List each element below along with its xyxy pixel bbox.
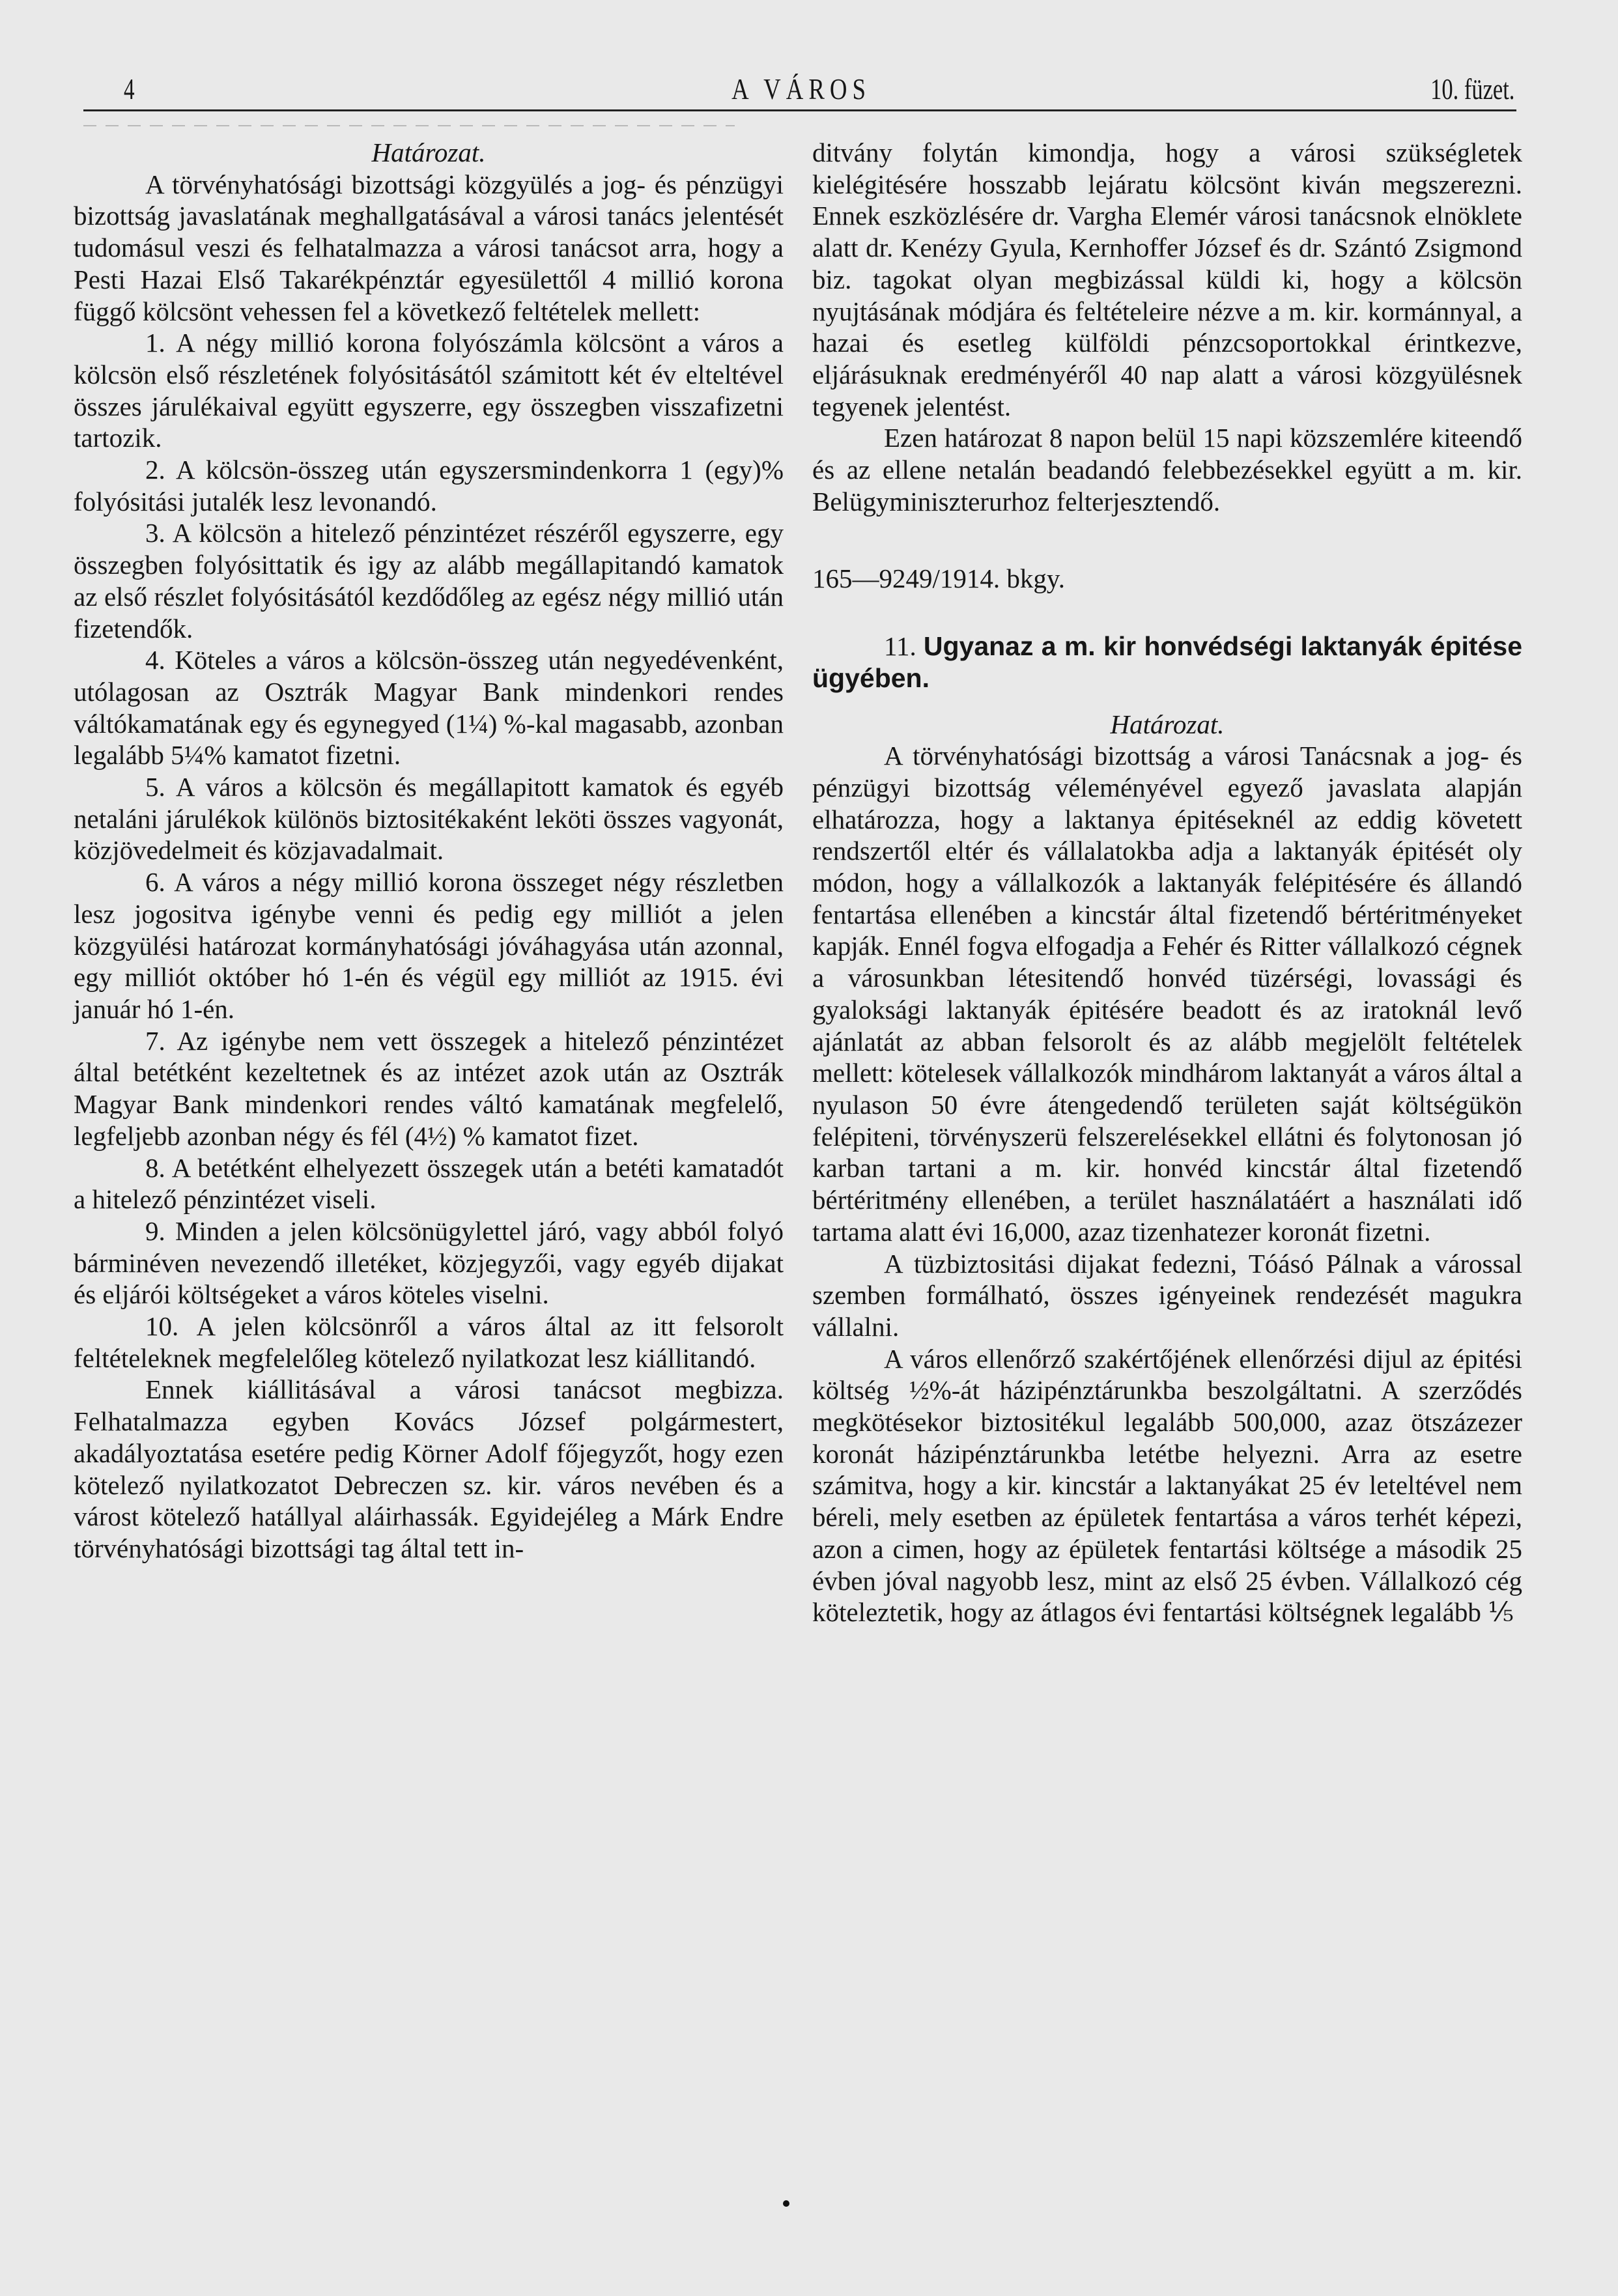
section-heading: Határozat.: [1110, 709, 1225, 739]
posting-note: Ezen határozat 8 napon belül 15 napi közszemlére kiteendő és az ellene netalán beadandó felebbezésekkel együtt a m. kir. Belügyminiszterurhoz felterjesztendő.: [812, 423, 1522, 517]
publication-title: A VÁROS: [731, 72, 871, 106]
section-number: 11.: [884, 631, 916, 662]
page-header: [81, 72, 1521, 111]
paragraph: Ennek kiállitásával a városi tanácsot megbizza. Felhatalmazza egyben Kovács József polgármestert, akadályoztatása esetére pedig Körner Adolf főjegyzőt, hogy ezen kötelező nyilatkozatot Debreczen sz. kir. város nevében és a várost kötelező hatállyal aláirhassák. Egyidejéleg a Márk Endre törvényhatósági bizottsági tag által tett in-: [74, 1374, 784, 1563]
paragraph: A tüzbiztositási dijakat fedezni, Tóásó Pálnak a várossal szemben formálható, összes igényeinek rendezését magukra vállalni.: [812, 1248, 1522, 1342]
paragraph: 3. A kölcsön a hitelező pénzintézet részéről egyszerre, egy összegben folyósittatik és igy az alább megállapitandó kamatok az első részlet folyósitásától kezdődőleg az egész négy millió után fizetendők.: [74, 518, 784, 644]
paragraph: 8. A betétként elhelyezett összegek után a betéti kamatadót a hitelező pénzintézet viseli.: [74, 1152, 784, 1215]
ink-speck: [783, 2200, 789, 2207]
paragraph: 10. A jelen kölcsönről a város által az itt felsorolt feltételeknek megfelelőleg kötelező nyilatkozat lesz kiállitandó.: [74, 1311, 784, 1373]
section-title-text: Ugyanaz a m. kir honvédségi laktanyák épitése ügyében.: [812, 631, 1522, 693]
paragraph: A törvényhatósági bizottság a városi Tanácsnak a jog- és pénzügyi bizottság véleményével egyező javaslata alapján elhatározza, hogy a laktanya épitéseknél az eddig követett rendszertől eltér és vállalatokba adja a laktanyák épitését oly módon, hogy a vállalkozók a laktanyák felépitésére és állandó fentartása ellenében a kincstár által fizetendő bértéritményeket kapják. Ennél fogva elfogadja a Fehér és Ritter vállalkozó cégnek a városunkban létesitendő honvéd tüzérségi, lovassági és gyaloksági laktanyák épitésére beadott és az iratoknál levő ajánlatát az abban felsorolt és az alább megjelölt feltételek mellett: kötelesek vállalkozók mindhárom laktanyát a város által a nyulason 50 évre átengedendő területen saját költségükön felépiteni, törvényszerü felszerelésekkel ellátni és folytonosan jó karban tartani a m. kir. honvéd kincstár által fizetendő bértéritmény ellenében, a terület használatáért a használati idő tartama alatt évi 16,000, azaz tizenhatezer koronát fizetni.: [812, 741, 1522, 1247]
page-number: 4: [124, 72, 135, 106]
header-rule: [83, 109, 1516, 111]
right-column: [812, 137, 1522, 1628]
paragraph: 4. Köteles a város a kölcsön-összeg után negyedévenként, utólagosan az Osztrák Magyar Bank mindenkori rendes váltókamatának egy és egynegyed (1¼) %-kal magasabb, azonban legalább 5¼% kamatot fizetni.: [74, 645, 784, 771]
issue-number: 10. füzet.: [1430, 72, 1514, 106]
left-column: [74, 137, 784, 1565]
paragraph-continuation: ditvány folytán kimondja, hogy a városi szükségletek kielégitésére hosszabb lejáratu kölcsönt kiván megszerezni. Ennek eszközlésére dr. Vargha Elemér városi tanácsnok elnöklete alatt dr. Kenézy Gyula, Kernhoffer József és dr. Szántó Zsigmond biz. tagokat olyan megbizással küldi ki, hogy a kölcsön nyujtásának módjára és feltételeire nézve a m. kir. kormánnyal, a hazai és esetleg külföldi pénzcsoportokkal érintkezve, eljárásuknak eredményéről 40 nap alatt a városi közgyülésnek tegyenek jelentést.: [812, 137, 1522, 421]
section-heading: Határozat.: [371, 137, 486, 167]
paragraph: 9. Minden a jelen kölcsönügylettel járó, vagy abból folyó bárminéven nevezendő illetéket, közjegyzői, vagy egyéb dijakat és eljárói költségeket a város köteles viselni.: [74, 1215, 784, 1310]
header-rule-faint: [83, 125, 735, 126]
paragraph: A város ellenőrző szakértőjének ellenőrzési dijul az épitési költség ½%-át házipénztárunkba beszolgáltatni. A szerződés megkötésekor biztositékul legalább 500,000, azaz ötszázezer koronát házipénztárunkba letétbe helyezni. Arra az esetre számitva, hogy a kir. kincstár a laktanyákat 25 év leteltével nem béreli, mely esetben az épületek fentartása a város terhét képezi, azon a cimen, hogy az épületek fentartási költsége a második 25 évben jóval nagyobb lesz, mint az első 25 évben. Vállalkozó cég köteleztetik, hogy az átlagos évi fentartási költségnek legalább ⅕: [812, 1343, 1522, 1628]
reference-number: 165—9249/1914. bkgy.: [812, 563, 1065, 594]
paragraph: A törvényhatósági bizottsági közgyülés a jog- és pénzügyi bizottság javaslatának meghallgatásával a városi tanács jelentését tudomásul veszi és felhatalmazza a városi tanácsot arra, hogy a Pesti Hazai Első Takarékpénztár egyesülettől 4 millió korona függő kölcsönt vehessen fel a következő feltételek mellett:: [74, 169, 784, 326]
paragraph: 2. A kölcsön-összeg után egyszersmindenkorra 1 (egy)% folyósitási jutalék lesz levonandó.: [74, 455, 784, 517]
paragraph: 6. A város a négy millió korona összeget négy részletben lesz jogositva igénybe venni és pedig egy milliót a jelen közgyülési határozat kormányhatósági jóváhagyása után azonnal, egy milliót október hó 1-én és végül egy milliót az 1915. évi január hó 1-én.: [74, 867, 784, 1024]
paragraph: 1. A négy millió korona folyószámla kölcsönt a város a kölcsön első részletének folyósitásától számitott két év elteltével összes járulékaival együtt egyszerre, egy összegben visszafizetni tartozik.: [74, 328, 784, 453]
section-title: [812, 631, 1522, 694]
paragraph: 7. Az igénybe nem vett összegek a hitelező pénzintézet által betétként kezeltetnek és az intézet azok után az Osztrák Magyar Bank mindenkori rendes váltó kamatának megfelelő, legfeljebb azonban négy és fél (4½) % kamatot fizet.: [74, 1025, 784, 1151]
paragraph: 5. A város a kölcsön és megállapitott kamatok és egyéb netaláni járulékok különös biztositékaként leköti összes vagyonát, közjövedelmeit és közjavadalmait.: [74, 772, 784, 866]
